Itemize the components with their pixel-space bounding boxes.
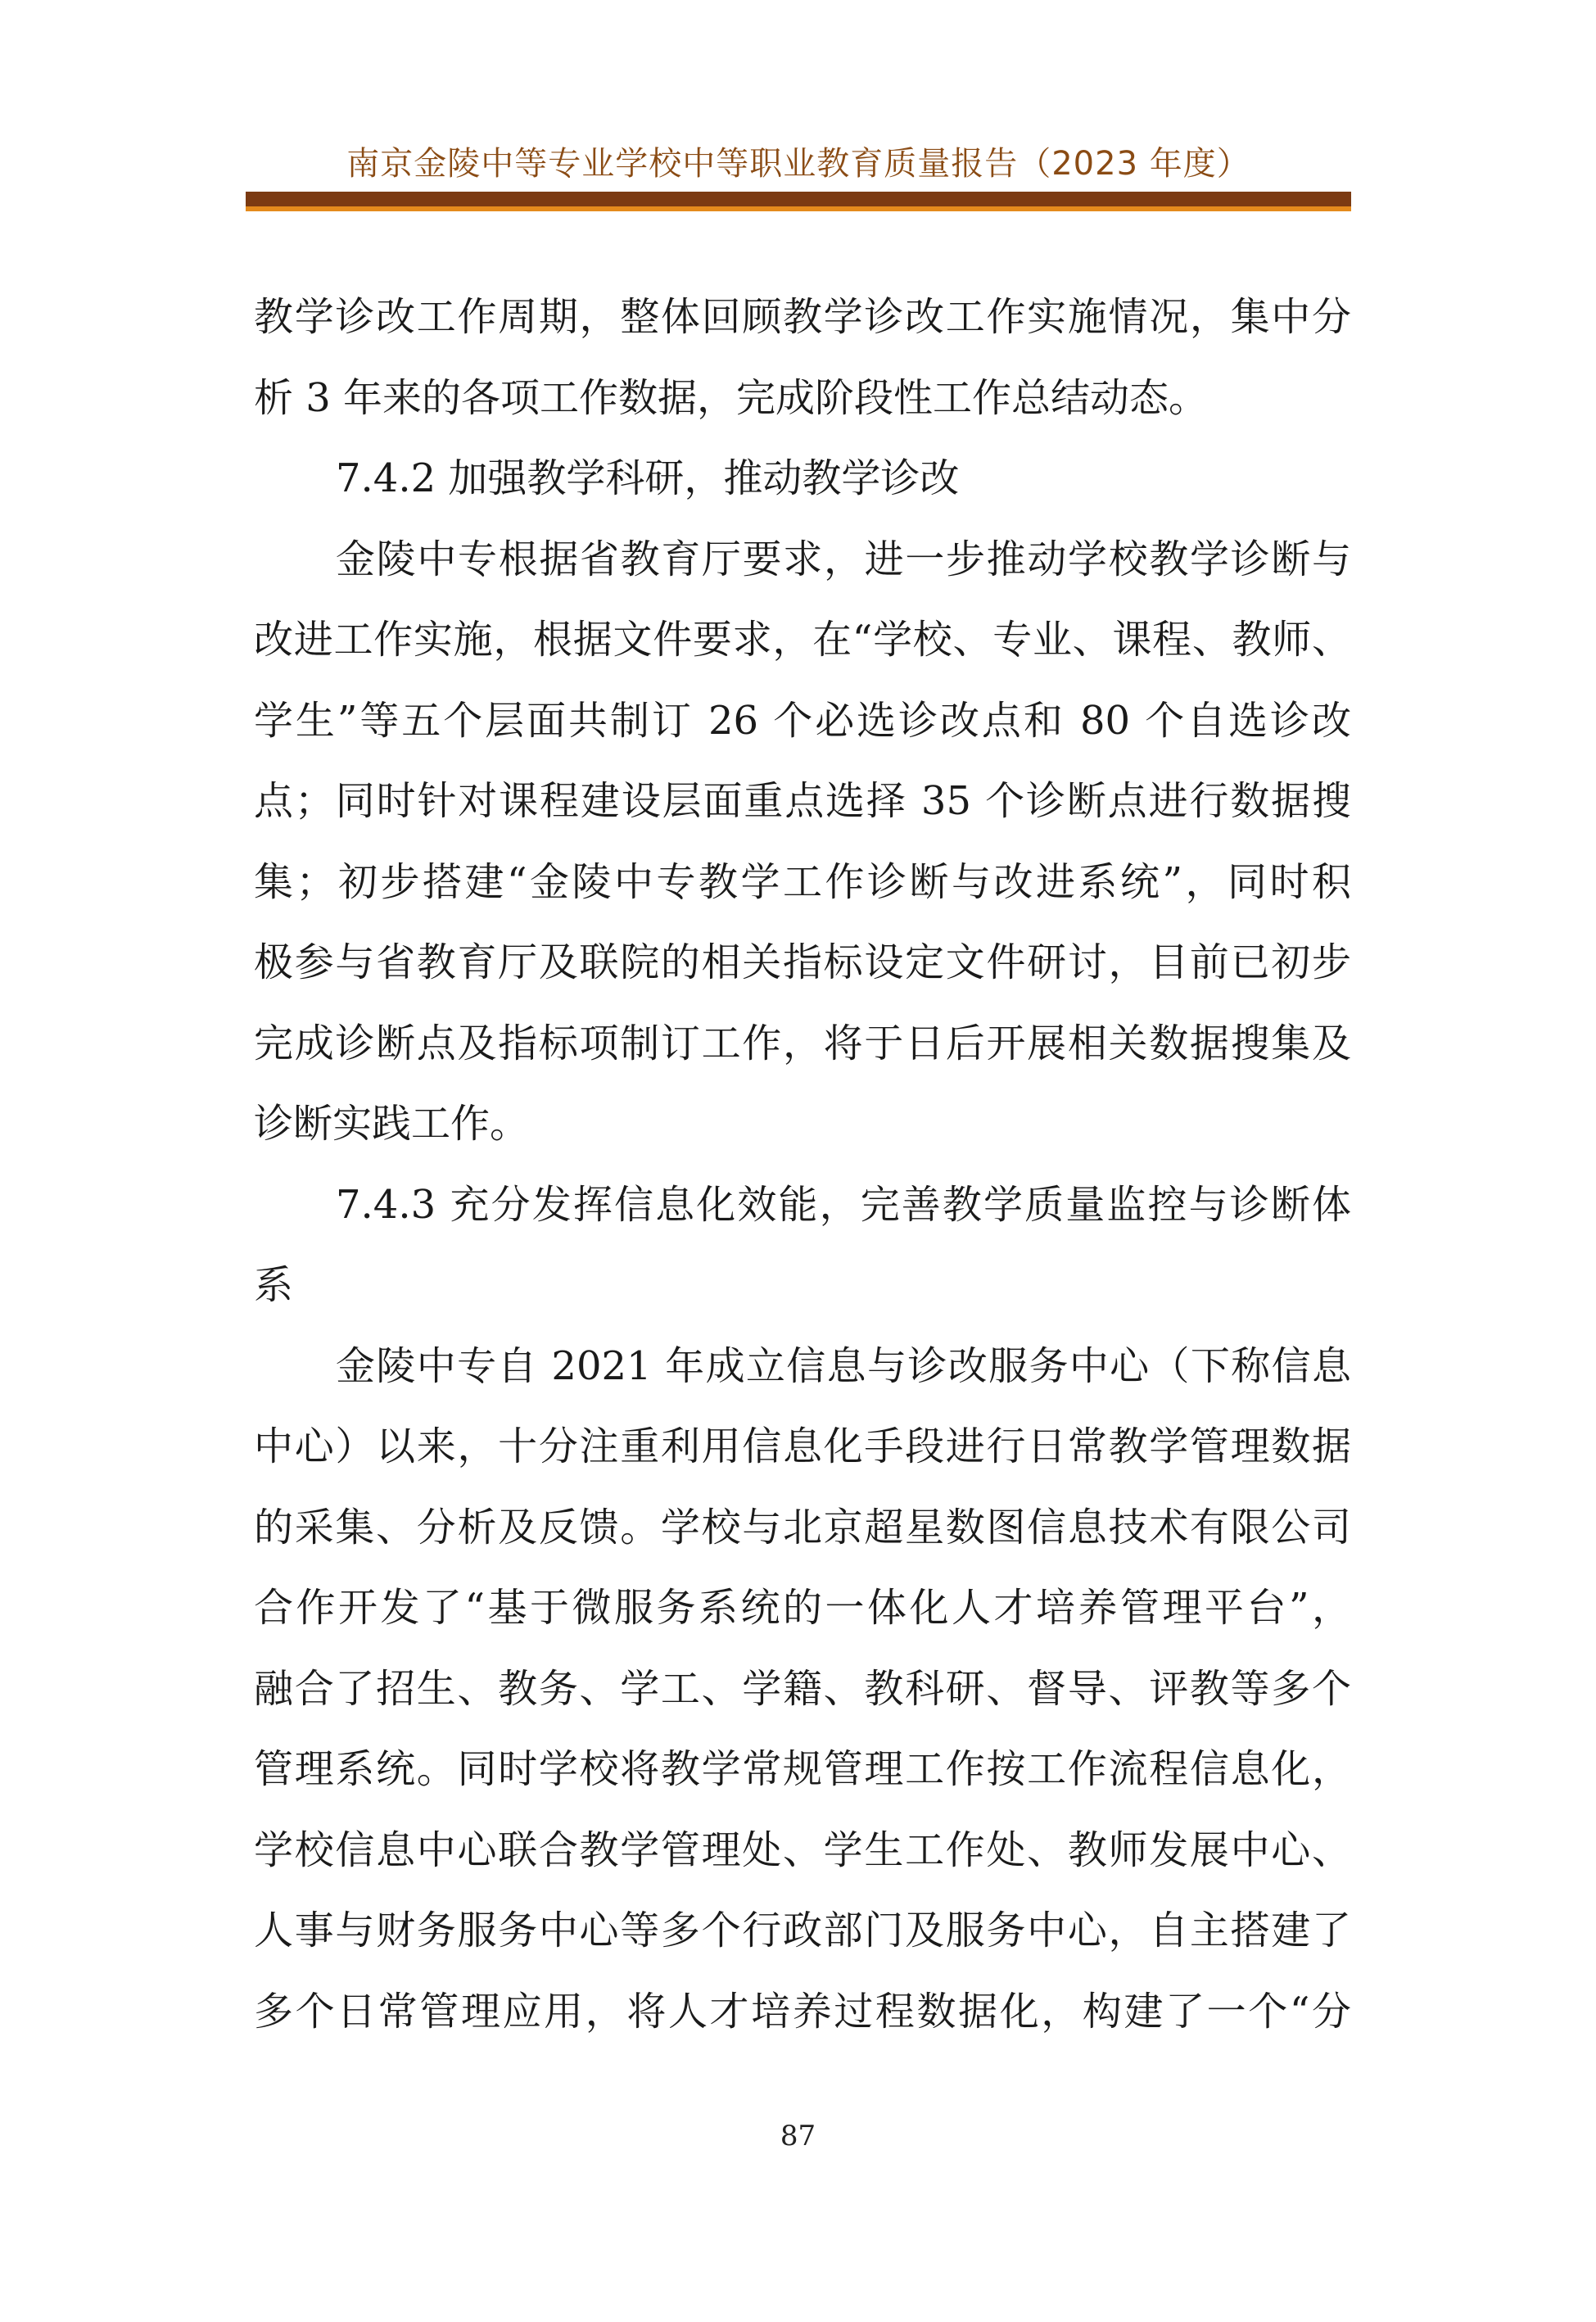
body-line: 人事与财务服务中心等多个行政部门及服务中心，自主搭建了 (254, 1908, 1351, 1953)
section-heading-continued: 系 (254, 1262, 294, 1308)
section-heading: 7.4.3 充分发挥信息化效能，完善教学质量监控与诊断体 (336, 1181, 1351, 1228)
body-line: 教学诊改工作周期，整体回顾教学诊改工作实施情况，集中分 (254, 294, 1351, 340)
body-line: 多个日常管理应用，将人才培养过程数据化，构建了一个“分 (254, 1988, 1351, 2035)
body-line: 金陵中专根据省教育厅要求，进一步推动学校教学诊断与 (336, 536, 1351, 582)
body-line: 完成诊断点及指标项制订工作，将于日后开展相关数据搜集及 (254, 1020, 1351, 1066)
body-line: 点；同时针对课程建设层面重点选择 35 个诊断点进行数据搜 (254, 778, 1351, 824)
body-line: 改进工作实施，根据文件要求，在“学校、专业、课程、教师、 (254, 617, 1351, 663)
body-line: 的采集、分析及反馈。学校与北京超星数图信息技术有限公司 (254, 1504, 1351, 1550)
header-rule-accent (246, 206, 1351, 211)
body-line: 管理系统。同时学校将教学常规管理工作按工作流程信息化， (254, 1746, 1351, 1792)
page-number: 87 (780, 2120, 816, 2152)
body-line: 学生”等五个层面共制订 26 个必选诊改点和 80 个自选诊改 (254, 697, 1351, 744)
section-heading: 7.4.2 加强教学科研，推动教学诊改 (336, 455, 960, 501)
header-rule (246, 192, 1351, 206)
body-line: 极参与省教育厅及联院的相关指标设定文件研讨，目前已初步 (254, 939, 1351, 985)
body-line: 学校信息中心联合教学管理处、学生工作处、教师发展中心、 (254, 1826, 1351, 1873)
body-line: 析 3 年来的各项工作数据，完成阶段性工作总结动态。 (254, 374, 1209, 421)
body-line: 集；初步搭建“金陵中专教学工作诊断与改进系统”，同时积 (254, 858, 1351, 905)
body-line: 中心）以来，十分注重利用信息化手段进行日常教学管理数据 (254, 1424, 1351, 1469)
body-line: 诊断实践工作。 (254, 1101, 530, 1147)
body-text (254, 277, 1351, 2052)
body-line: 融合了招生、教务、学工、学籍、教科研、督导、评教等多个 (254, 1665, 1351, 1712)
page-header-title: 南京金陵中等专业学校中等职业教育质量报告（2023 年度） (346, 145, 1250, 183)
body-line: 金陵中专自 2021 年成立信息与诊改服务中心（下称信息 (336, 1342, 1351, 1389)
body-line: 合作开发了“基于微服务系统的一体化人才培养管理平台”， (254, 1585, 1351, 1631)
